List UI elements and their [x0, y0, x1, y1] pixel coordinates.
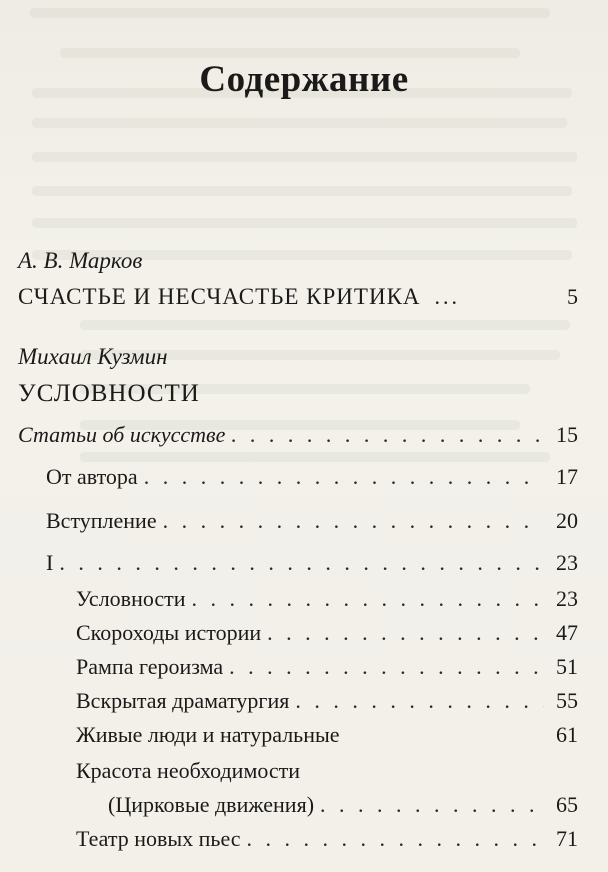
toc-entry-label: Красота необходимости — [76, 758, 301, 783]
toc-entry-page: 15 — [556, 422, 578, 447]
toc-leader-dots — [144, 464, 544, 490]
toc-entry-page: 71 — [556, 826, 578, 851]
toc-entry-label: Вступление — [46, 508, 157, 533]
toc-leader-dots — [59, 550, 544, 576]
toc-entry-label: I — [46, 550, 54, 575]
toc-entry-label: Статьи об искусстве — [18, 422, 226, 447]
toc-entry-skorokhody[interactable] — [76, 620, 578, 646]
toc-entry-page: 61 — [556, 722, 578, 747]
toc-leader-dots — [320, 792, 544, 818]
toc-leader-dots — [192, 586, 544, 612]
toc-entry-page: 5 — [567, 284, 578, 309]
toc-entry-zhivye-lyudi[interactable] — [76, 722, 578, 748]
toc-entry-label: Живые люди и натуральные — [76, 722, 340, 747]
toc-leader-dots — [163, 508, 544, 534]
toc-entry-tsirkovye[interactable] — [108, 792, 578, 818]
page-title: Содержание — [199, 59, 409, 100]
toc-entry-uslovnosti[interactable] — [76, 586, 578, 612]
toc-entry-label: Условности — [76, 586, 186, 611]
toc-entry-page: 20 — [556, 508, 578, 533]
toc-leader-dots — [295, 688, 544, 714]
toc-entry-teatr[interactable] — [76, 826, 578, 852]
toc-entry-page: 17 — [556, 464, 578, 489]
toc-entry-page: 51 — [556, 654, 578, 679]
toc-entry-page: 23 — [556, 550, 578, 575]
toc-entry-label: СЧАСТЬЕ И НЕСЧАСТЬЕ КРИТИКА — [18, 284, 421, 309]
toc-entry-schaste[interactable] — [18, 284, 578, 310]
toc-entry-label: Вскрытая драматургия — [76, 688, 290, 713]
toc-entry-label: (Цирковые движения) — [108, 792, 315, 817]
toc-leader-dots — [231, 422, 544, 448]
toc-entry-krasota[interactable] — [76, 758, 578, 784]
toc-entry-label: Рампа героизма — [76, 654, 224, 679]
toc-entry-page: 55 — [556, 688, 578, 713]
toc-entry-label: Театр новых пьес — [76, 826, 241, 851]
toc-leader-dots — [267, 620, 544, 646]
toc-entry-vstuplenie[interactable] — [46, 508, 578, 534]
section-heading-uslovnosti: УСЛОВНОСТИ — [18, 380, 200, 407]
toc-leader-dots — [229, 654, 544, 680]
toc-entry-rampa[interactable] — [76, 654, 578, 680]
toc-entry-page: 47 — [556, 620, 578, 645]
toc-entry-page: 23 — [556, 586, 578, 611]
toc-entry-page: 65 — [556, 792, 578, 817]
toc-entry-part-1[interactable] — [46, 550, 578, 576]
toc-entry-ot-avtora[interactable] — [46, 464, 578, 490]
section-author-kuzmin: Михаил Кузмин — [18, 344, 168, 369]
toc-entry-vskrytaya[interactable] — [76, 688, 578, 714]
toc-entry-ellipsis: ... — [434, 284, 461, 309]
section-author-markov: А. В. Марков — [18, 248, 143, 273]
toc-entry-label: От автора — [46, 464, 138, 489]
toc-entry-stati[interactable] — [18, 422, 578, 448]
toc-entry-label: Скороходы истории — [76, 620, 262, 645]
toc-leader-dots — [247, 826, 544, 852]
